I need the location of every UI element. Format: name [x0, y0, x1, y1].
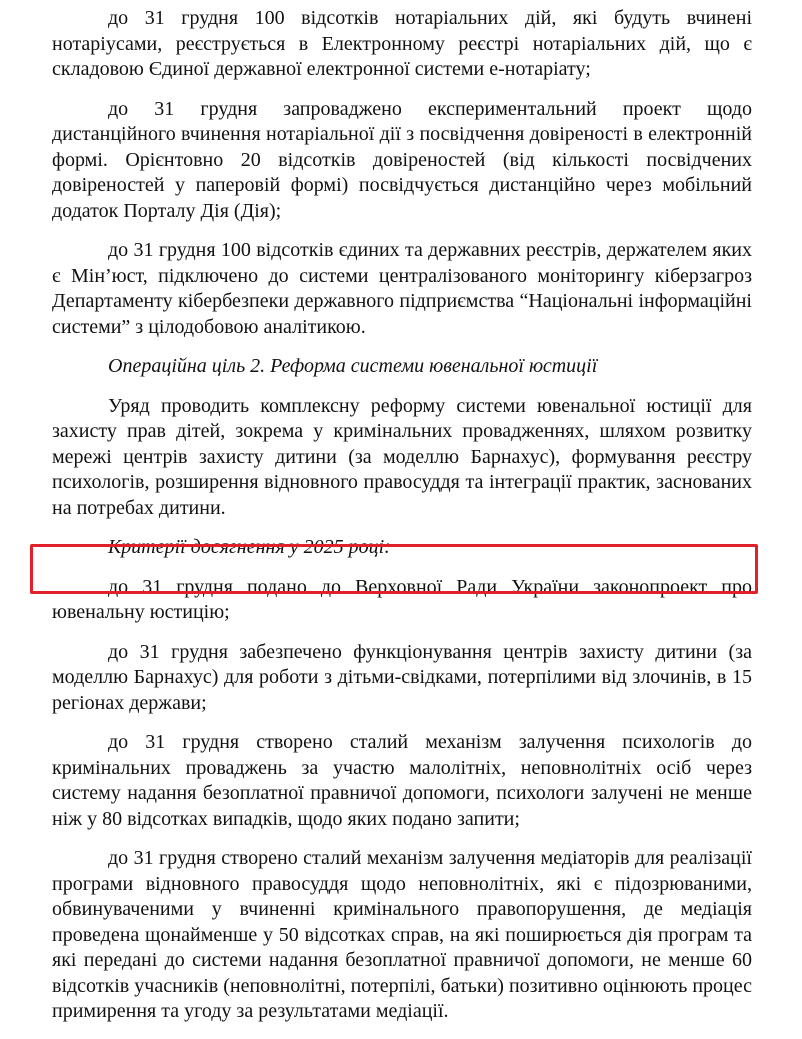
paragraph-mediators-mechanism: до 31 грудня створено сталий механізм залучення медіаторів для реалізації програми відновного правосуддя щодо неповнолітніх, які є підозрюваними, обвинуваченими у вчиненні кримінального правопорушення, де медіація проведена щонайменше у 50 відсотках справ, на які поширюється дія програм та які передані до системи надання безоплатної правничої допомоги, не менше 60 відсотків учасників (неповнолітні, потерпілі, батьки) позитивно оцінюють процес примирення та угоду за результатами медіації.	[52, 847, 752, 1022]
paragraph-registers-monitoring: до 31 грудня 100 відсотків єдиних та державних реєстрів, держателем яких є Мін’юст, підключено до системи централізованого моніторингу кіберзагроз Департаменту кібербезпеки державного підприємства “Національні інформаційні системи” з цілодобовою аналітикою.	[52, 239, 752, 338]
paragraph-notarial-actions: до 31 грудня 100 відсотків нотаріальних дій, які будуть вчинені нотаріусами, реєструється в Електронному реєстрі нотаріальних дій, що є складовою Єдиної державної електронної системи е-нотаріату;	[52, 7, 752, 80]
heading-operational-goal-2: Операційна ціль 2. Реформа системи ювенальної юстиції	[108, 355, 598, 377]
paragraph-juvenile-justice-reform: Уряд проводить комплексну реформу системи ювенальної юстиції для захисту прав дітей, зокрема у кримінальних провадженнях, шляхом розвитку мережі центрів захисту дитини (за моделлю Барнахус), формування реєстру психологів, розширення відновного правосуддя та інтеграції практик, заснованих на потребах дитини.	[52, 394, 752, 519]
heading-criteria-2025: Критерії досягнення у 2025 році:	[108, 536, 391, 558]
paragraph-psychologists-mechanism: до 31 грудня створено сталий механізм залучення психологів до кримінальних проваджень за участю малолітніх, неповнолітніх осіб через систему надання безоплатної правничої допомоги, психологи залучені не менше ніж у 80 відсотках випадків, щодо яких подано запити;	[52, 731, 752, 830]
paragraph-remote-notarization: до 31 грудня запроваджено експериментальний проект щодо дистанційного вчинення нотаріальної дії з посвідчення довіреності в електронній формі. Орієнтовно 20 відсотків довіреностей (від кількості посвідчених довіреностей у паперовій формі) посвідчується дистанційно через мобільний додаток Порталу Дія (Дія);	[52, 97, 752, 222]
paragraph-child-protection-centers: до 31 грудня забезпечено функціонування центрів захисту дитини (за моделлю Барнахус) для роботи з дітьми-свідками, потерпілими від злочинів, в 15 регіонах держави;	[52, 640, 752, 714]
paragraph-juvenile-justice-bill: до 31 грудня подано до Верховної Ради України законопроект про ювенальну юстицію;	[52, 575, 752, 623]
document-page	[52, 0, 752, 1039]
